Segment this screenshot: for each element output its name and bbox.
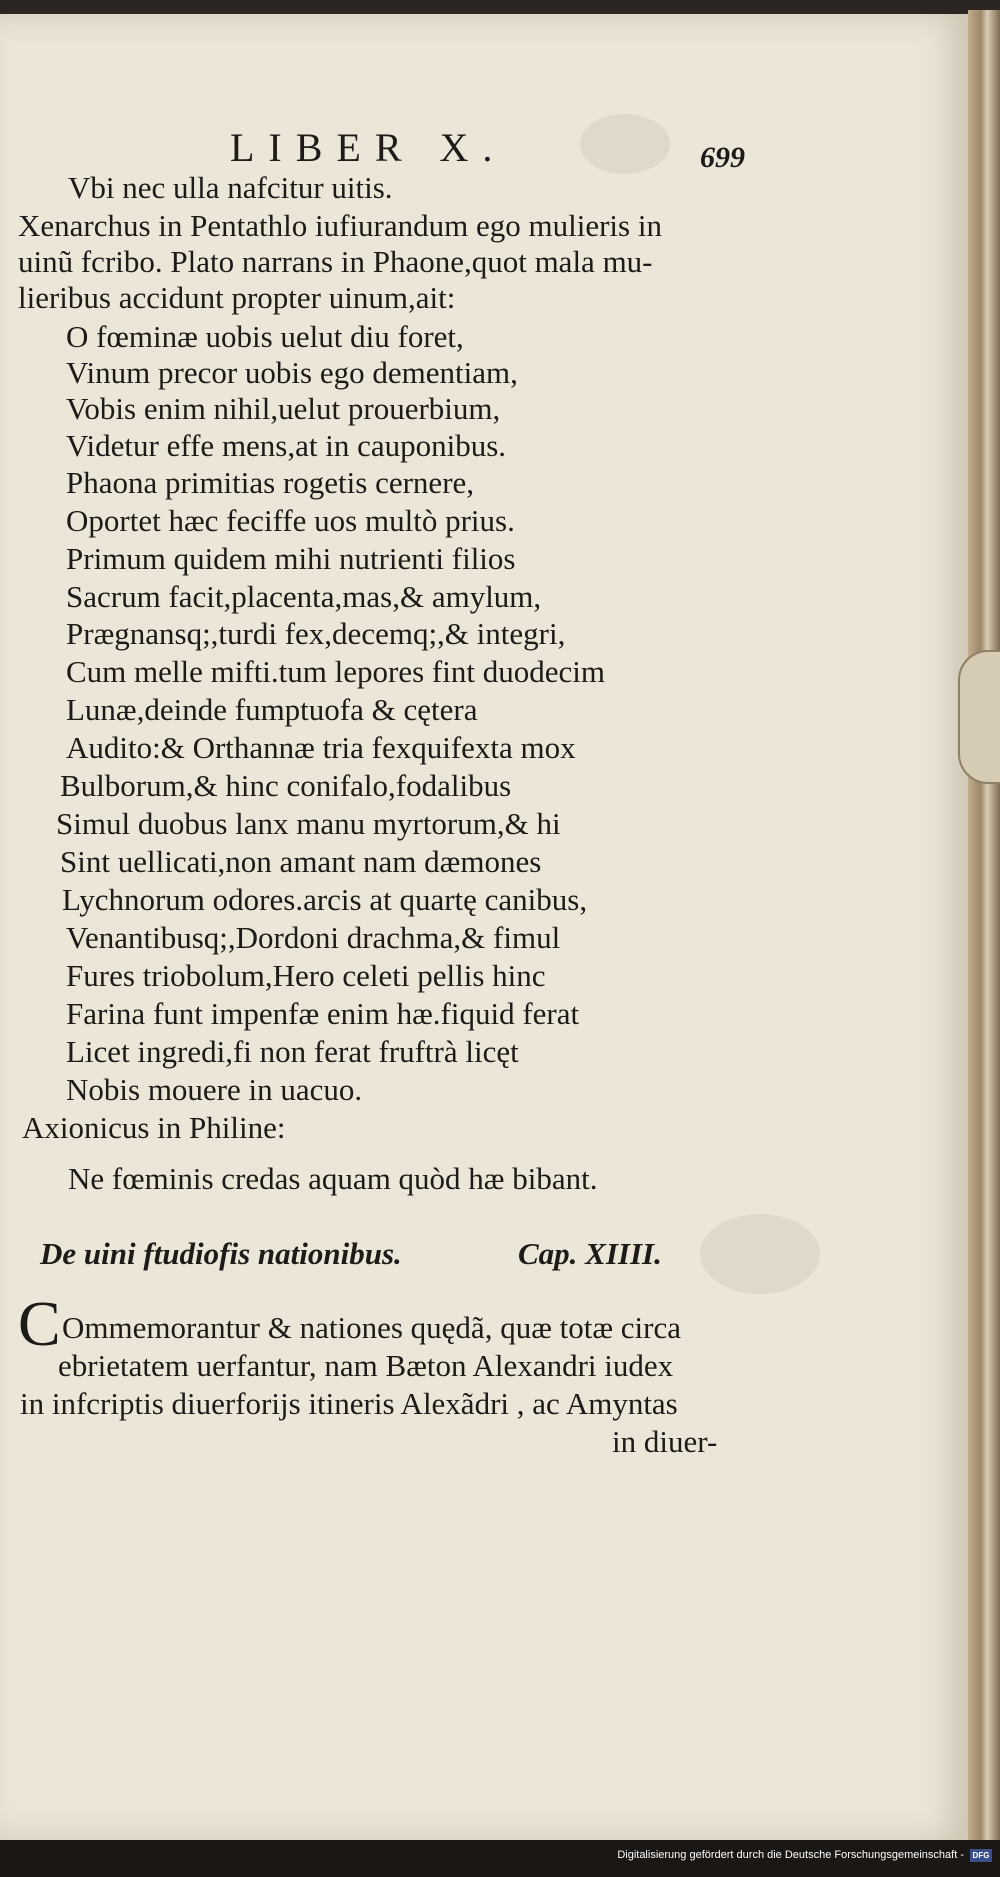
text-line: lieribus accidunt propter uinum,ait: — [18, 280, 456, 315]
paragraph-line: in infcriptis diuerforijs itineris Alexãdri , ac Amyntas — [20, 1386, 678, 1421]
text-line: Xenarchus in Pentathlo iufiurandum ego mulieris in — [18, 208, 662, 243]
verse-line: Licet ingredi,fi non ferat fruftrà licęt — [66, 1034, 519, 1069]
paragraph-line: ebrietatem uerfantur, nam Bæton Alexandri iudex — [58, 1348, 674, 1383]
text-line: Vbi nec ulla nafcitur uitis. — [68, 170, 393, 205]
page-edge — [968, 10, 1000, 1846]
verse-line: Cum melle mifti.tum lepores fint duodecim — [66, 654, 605, 689]
verse-line: Phaona primitias rogetis cernere, — [66, 465, 475, 500]
verse-line: Sint uellicati,non amant nam dæmones — [60, 844, 542, 879]
page-number: 699 — [700, 141, 745, 174]
verse-line: Lychnorum odores.arcis at quartę canibus, — [62, 882, 588, 917]
book-page — [0, 14, 968, 1840]
verse-line: Farina funt impenfæ enim hæ.fiquid ferat — [66, 996, 580, 1031]
verse-line: Sacrum facit,placenta,mas,& amylum, — [66, 579, 542, 614]
verse-line: Videtur effe mens,at in cauponibus. — [66, 428, 507, 463]
digitization-credit: Digitalisierung gefördert durch die Deutsche Forschungsgemeinschaft - — [617, 1849, 964, 1861]
footer-bar — [0, 1840, 1000, 1877]
verse-line: Bulborum,& hinc conifalo,fodalibus — [60, 768, 512, 803]
drop-cap: C — [18, 1288, 61, 1359]
verse-line: Fures triobolum,Hero celeti pellis hinc — [66, 958, 546, 993]
verse-line: Oportet hæc feciffe uos multò prius. — [66, 503, 515, 538]
paragraph-line: Ommemorantur & nationes quędã, quæ totæ circa — [62, 1310, 681, 1345]
text-line: Axionicus in Philine: — [22, 1110, 286, 1145]
verse-line: Vobis enim nihil,uelut prouerbium, — [66, 391, 501, 426]
running-title: LIBER X. — [230, 125, 507, 170]
verse-line: Nobis mouere in uacuo. — [66, 1072, 363, 1107]
verse-line: Primum quidem mihi nutrienti filios — [66, 541, 516, 576]
text-line: uinũ fcribo. Plato narrans in Phaone,quot mala mu- — [18, 244, 653, 279]
verse-line: Prægnansq;,turdi fex,decemq;,& integri, — [66, 616, 566, 651]
verse-line: O fœminæ uobis uelut diu foret, — [66, 319, 464, 354]
chapter-number: Cap. XIIII. — [518, 1236, 662, 1271]
dfg-logo-icon: DFG — [970, 1849, 992, 1862]
verse-line: Lunæ,deinde fumptuofa & cętera — [66, 692, 478, 727]
verse-line: Audito:& Orthannæ tria fexquifexta mox — [66, 730, 576, 765]
verse-line: Ne fœminis credas aquam quòd hæ bibant. — [68, 1161, 598, 1196]
paragraph-line: in diuer- — [612, 1424, 718, 1459]
chapter-title: De uini ftudiofis nationibus. — [40, 1236, 402, 1271]
verse-line: Venantibusq;,Dordoni drachma,& fimul — [66, 920, 561, 955]
verse-line: Vinum precor uobis ego dementiam, — [66, 355, 518, 390]
page-tab — [958, 650, 1000, 784]
verse-line: Simul duobus lanx manu myrtorum,& hi — [56, 806, 561, 841]
